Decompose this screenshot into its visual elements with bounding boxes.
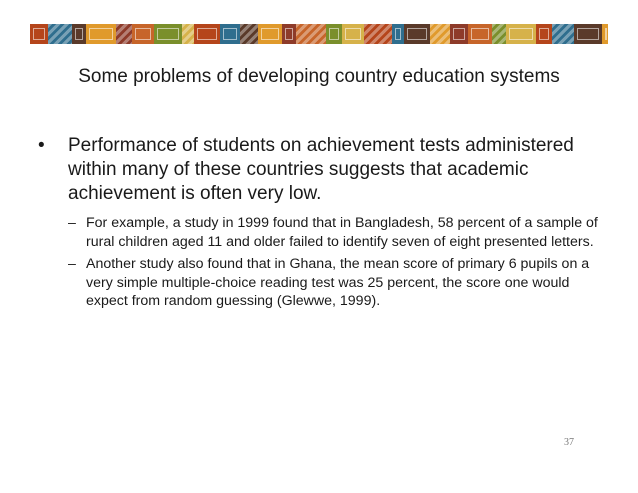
banner-pattern-tile: [574, 24, 602, 44]
banner-pattern-tile: [468, 24, 492, 44]
slide-title: Some problems of developing country education systems: [78, 66, 560, 87]
banner-pattern-tile: [392, 24, 404, 44]
decorative-banner: [30, 24, 608, 44]
sub-bullet-marker: –: [68, 215, 76, 231]
bullet-text: Performance of students on achievement tests administered within many of these countries suggests that academic achievement is often very low.: [68, 135, 574, 204]
banner-pattern-tile: [154, 24, 182, 44]
banner-pattern-tile: [132, 24, 154, 44]
banner-pattern-tile: [240, 24, 258, 44]
banner-pattern-tile: [450, 24, 468, 44]
sub-bullet-list: [68, 214, 598, 311]
banner-pattern-tile: [536, 24, 552, 44]
banner-pattern-tile: [282, 24, 296, 44]
banner-pattern-tile: [492, 24, 506, 44]
slide-content: [38, 134, 598, 315]
sub-bullet-marker: –: [68, 256, 76, 272]
banner-pattern-tile: [220, 24, 240, 44]
sub-bullet-text: Another study also found that in Ghana, the mean score of primary 6 pupils on a very simple multiple-choice reading test was 25 percent, the score one would expect from random guessing (Glewwe, 1999).: [86, 256, 590, 309]
banner-pattern-tile: [552, 24, 574, 44]
banner-pattern-tile: [602, 24, 608, 44]
banner-pattern-tile: [364, 24, 392, 44]
sub-bullet-item: [68, 255, 598, 311]
banner-pattern-tile: [116, 24, 132, 44]
sub-bullet-item: [68, 214, 598, 251]
bullet-marker: •: [38, 135, 45, 156]
banner-pattern-tile: [296, 24, 326, 44]
sub-bullet-text: For example, a study in 1999 found that in Bangladesh, 58 percent of a sample of rural children aged 11 and older failed to identify seven of eight presented letters.: [86, 215, 598, 250]
banner-pattern-tile: [430, 24, 450, 44]
banner-pattern-tile: [342, 24, 364, 44]
page-number: 37: [564, 437, 574, 448]
bullet-item: [38, 134, 598, 206]
banner-pattern-tile: [30, 24, 48, 44]
banner-pattern-tile: [258, 24, 282, 44]
banner-pattern-tile: [326, 24, 342, 44]
banner-pattern-tile: [48, 24, 72, 44]
banner-pattern-tile: [182, 24, 194, 44]
banner-pattern-tile: [72, 24, 86, 44]
banner-pattern-tile: [86, 24, 116, 44]
banner-pattern-tile: [506, 24, 536, 44]
banner-pattern-tile: [194, 24, 220, 44]
banner-pattern-tile: [404, 24, 430, 44]
